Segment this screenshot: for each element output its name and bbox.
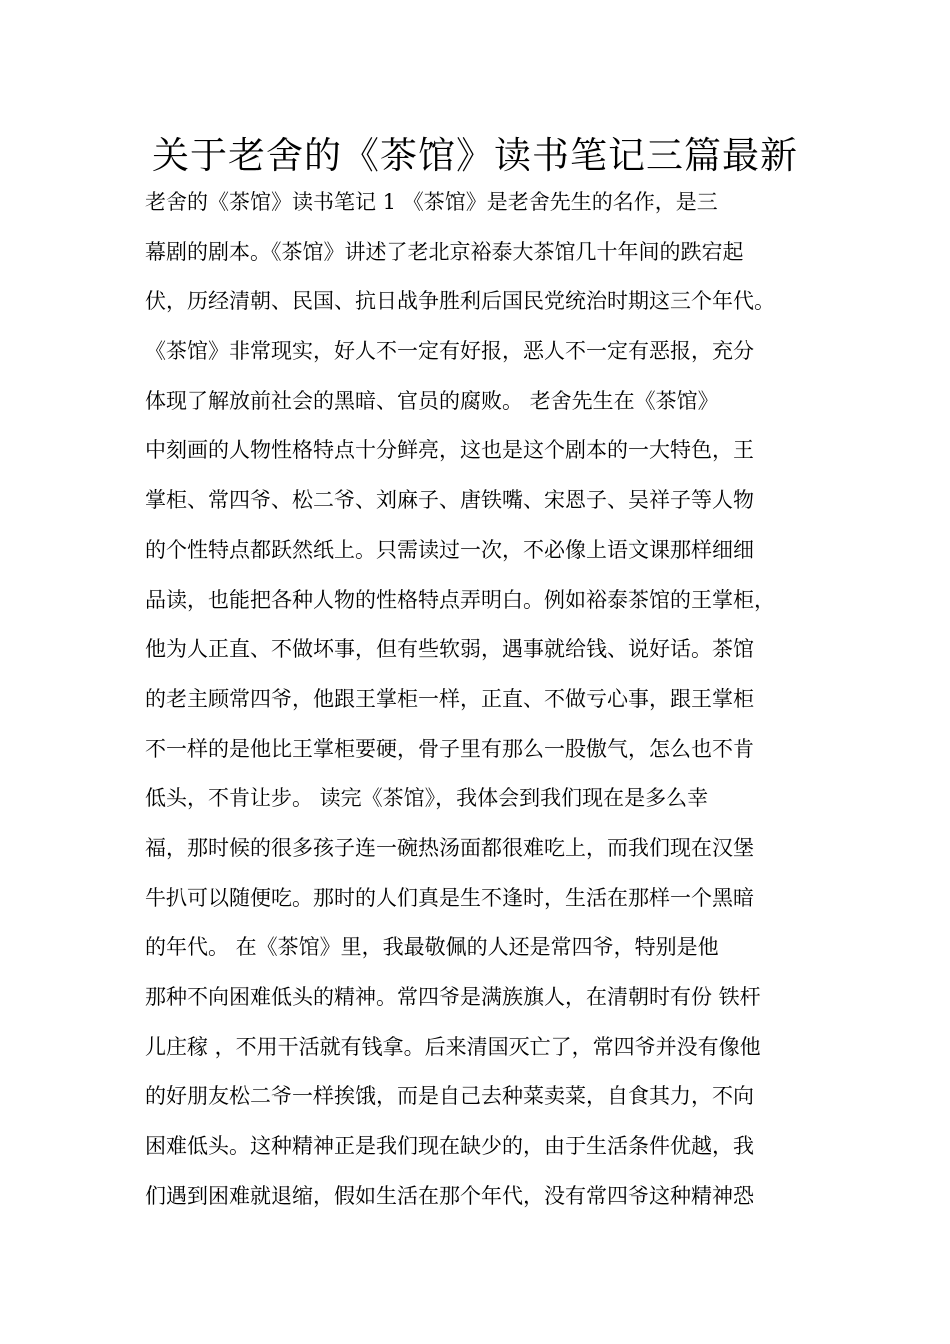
body-line: 品读，也能把各种人物的性格特点弄明白。例如裕泰茶馆的王掌柜， (145, 587, 775, 612)
body-line: 老舍的《茶馆》读书笔记 1 《茶馆》是老舍先生的名作，是三 (145, 190, 718, 214)
body-line: 的好朋友松二爷一样挨饿，而是自己去种菜卖菜，自食其力，不向 (145, 1084, 754, 1109)
body-line: 不一样的是他比王掌柜要硬，骨子里有那么一股傲气，怎么也不肯 (145, 736, 754, 761)
body-line: 体现了解放前社会的黑暗、官员的腐败。 老舍先生在《茶馆》 (145, 388, 719, 413)
body-line: 《茶馆》非常现实，好人不一定有好报，恶人不一定有恶报，充分 (145, 339, 754, 364)
body-line: 他为人正直、不做坏事，但有些软弱，遇事就给钱、说好话。茶馆 (145, 637, 754, 662)
body-line: 牛扒可以随便吃。那时的人们真是生不逢时，生活在那样一个黑暗 (145, 885, 754, 910)
body-line: 掌柜、常四爷、松二爷、刘麻子、唐铁嘴、宋恩子、吴祥子等人物 (145, 488, 754, 513)
body-line: 的年代。 在《茶馆》里，我最敬佩的人还是常四爷，特别是他 (145, 935, 719, 960)
body-line: 的个性特点都跃然纸上。只需读过一次，不必像上语文课那样细细 (145, 537, 754, 562)
body-line: 那种不向困难低头的精神。常四爷是满族旗人，在清朝时有份 铁杆 (145, 985, 761, 1009)
body-line: 中刻画的人物性格特点十分鲜亮，这也是这个剧本的一大特色，王 (145, 438, 754, 463)
body-line: 的老主顾常四爷，他跟王掌柜一样，正直、不做亏心事，跟王掌柜 (145, 686, 754, 711)
body-line: 幕剧的剧本。《茶馆》讲述了老北京裕泰大茶馆几十年间的跌宕起 (145, 239, 744, 264)
document-body (145, 178, 835, 1221)
document-title: 关于老舍的《茶馆》读书笔记三篇最新 (152, 134, 798, 177)
body-line: 伏，历经清朝、民国、抗日战争胜利后国民党统治时期这三个年代。 (145, 289, 775, 314)
body-line: 儿庄稼 ，不用干活就有钱拿。后来清国灭亡了，常四爷并没有像他 (145, 1034, 761, 1059)
body-line: 困难低头。这种精神正是我们现在缺少的，由于生活条件优越，我 (145, 1134, 754, 1159)
body-line: 福，那时候的很多孩子连一碗热汤面都很难吃上，而我们现在汉堡 (145, 835, 754, 860)
body-line: 低头，不肯让步。 读完《茶馆》，我体会到我们现在是多么幸 (145, 786, 709, 811)
body-line: 们遇到困难就退缩，假如生活在那个年代，没有常四爷这种精神恐 (145, 1183, 754, 1208)
